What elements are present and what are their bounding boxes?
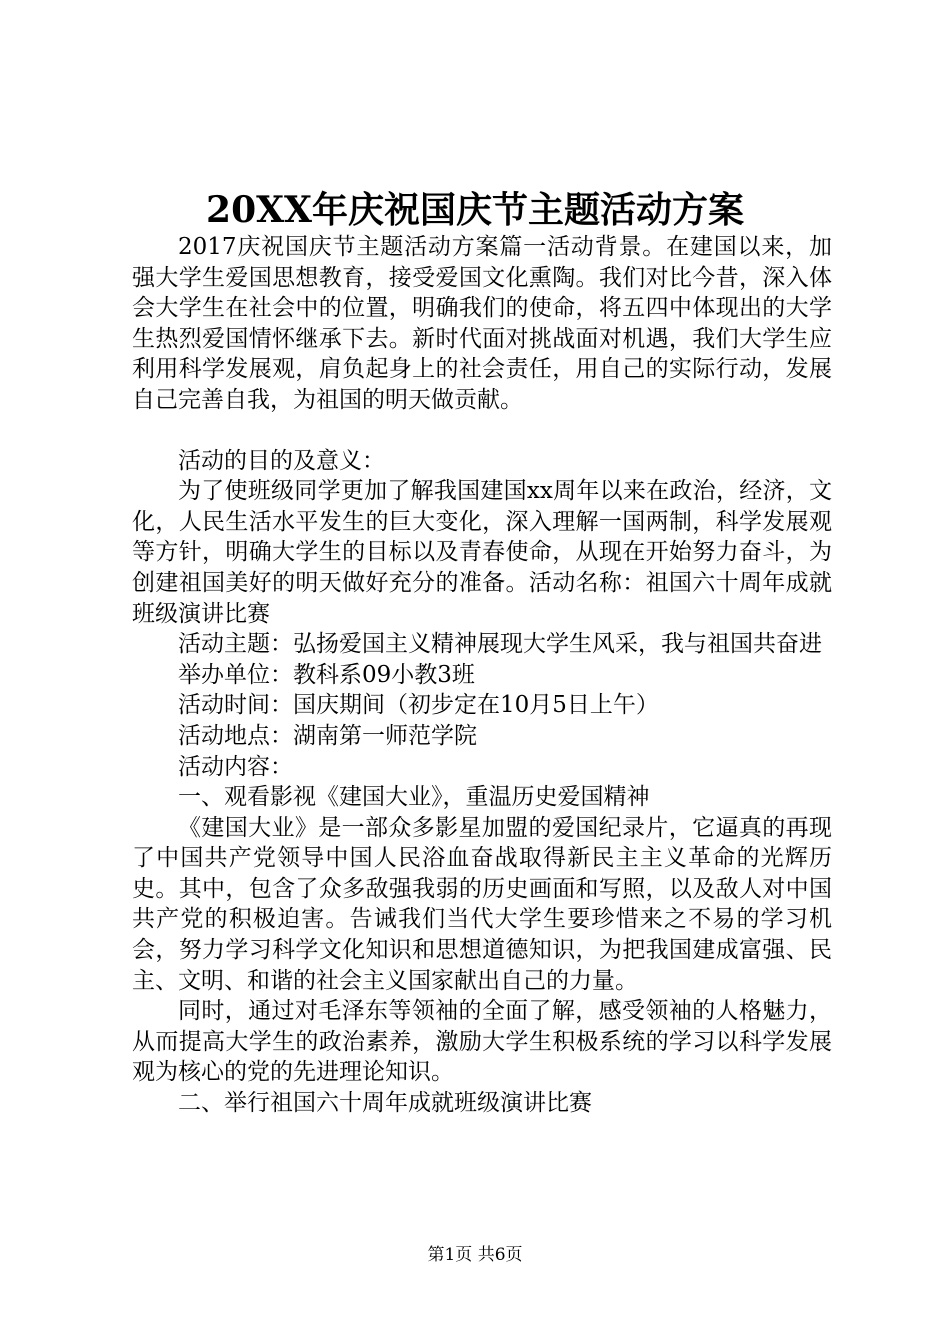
- paragraph-background: 2017庆祝国庆节主题活动方案篇一活动背景。在建国以来，加强大学生爱国思想教育，接受爱国文化熏陶。我们对比今昔，深入体会大学生在社会中的位置，明确我们的使命，将五四中体现出的大学生热烈爱国情怀继承下去。新时代面对挑战面对机遇，我们大学生应利用科学发展观，肩负起身上的社会责任，用自己的实际行动，发展自己完善自我，为祖国的明天做贡献。: [132, 234, 832, 413]
- paragraph-leaders: 同时，通过对毛泽东等领袖的全面了解，感受领袖的人格魅力，从而提高大学生的政治素养，激励大学生积极系统的学习以科学发展观为核心的党的先进理论知识。: [132, 998, 832, 1086]
- paragraph-organizer: 举办单位：教科系09小教3班: [178, 661, 475, 688]
- document-title: 20XX年庆祝国庆节主题活动方案: [206, 189, 744, 231]
- document-body: [132, 232, 832, 1119]
- paragraph-film-description: 《建国大业》是一部众多影星加盟的爱国纪录片，它逼真的再现了中国共产党领导中国人民浴血奋战取得新民主主义革命的光辉历史。其中，包含了众多敌强我弱的历史画面和写照，以及敌人对中国共产党的积极迫害。告诫我们当代大学生要珍惜来之不易的学习机会，努力学习科学文化知识和思想道德知识，为把我国建成富强、民主、文明、和谐的社会主义国家献出自己的力量。: [132, 814, 832, 994]
- page-footer: 第1页 共6页: [427, 1245, 523, 1265]
- paragraph-theme: 活动主题：弘扬爱国主义精神展现大学生风采，我与祖国共奋进: [178, 631, 822, 658]
- paragraph-gap: [132, 416, 832, 446]
- paragraph-time: 活动时间：国庆期间（初步定在10月5日上午）: [178, 692, 659, 719]
- paragraph-location: 活动地点：湖南第一师范学院: [178, 722, 477, 749]
- paragraph-section-one: 一、观看影视《建国大业》，重温历史爱国精神: [178, 784, 650, 811]
- paragraph-purpose: 为了使班级同学更加了解我国建国xx周年以来在政治，经济，文化，人民生活水平发生的巨大变化，深入理解一国两制，科学发展观等方针，明确大学生的目标以及青春使命，从现在开始努力奋斗，为创建祖国美好的明天做好充分的准备。活动名称：祖国六十周年成就班级演讲比赛: [132, 478, 832, 627]
- paragraph-content-heading: 活动内容：: [178, 753, 293, 780]
- paragraph-section-two: 二、举行祖国六十周年成就班级演讲比赛: [178, 1090, 592, 1117]
- paragraph-purpose-heading: 活动的目的及意义：: [178, 447, 385, 474]
